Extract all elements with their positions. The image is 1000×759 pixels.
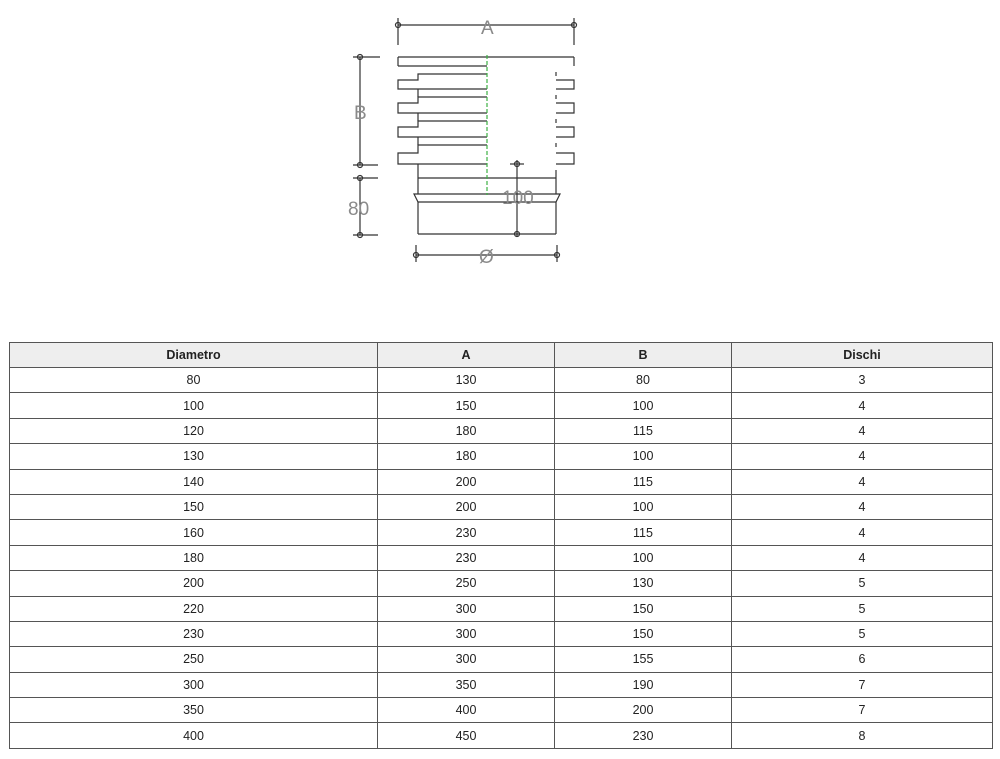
table-row: [10, 494, 993, 519]
cell-dischi: 8: [732, 723, 993, 748]
cell-b: 130: [555, 571, 732, 596]
cell-b: 150: [555, 596, 732, 621]
cell-b: 100: [555, 545, 732, 570]
cell-a: 300: [378, 596, 555, 621]
table-row: [10, 393, 993, 418]
cell-a: 150: [378, 393, 555, 418]
cell-dischi: 4: [732, 393, 993, 418]
cell-a: 230: [378, 545, 555, 570]
table-row: [10, 545, 993, 570]
cell-diametro: 400: [10, 723, 378, 748]
table-body: [10, 368, 993, 749]
cell-a: 300: [378, 621, 555, 646]
cell-a: 200: [378, 494, 555, 519]
cell-a: 200: [378, 469, 555, 494]
cell-b: 100: [555, 494, 732, 519]
label-80: 80: [348, 199, 370, 220]
cell-diametro: 200: [10, 571, 378, 596]
table-row: [10, 444, 993, 469]
cell-a: 450: [378, 723, 555, 748]
cell-a: 130: [378, 368, 555, 393]
cell-dischi: 4: [732, 545, 993, 570]
cell-diametro: 100: [10, 393, 378, 418]
cell-b: 200: [555, 698, 732, 723]
label-100: 100: [502, 188, 534, 209]
cell-a: 250: [378, 571, 555, 596]
cell-dischi: 4: [732, 469, 993, 494]
cell-b: 100: [555, 393, 732, 418]
table-header-row: [10, 343, 993, 368]
table-row: [10, 418, 993, 443]
cell-b: 150: [555, 621, 732, 646]
table-row: [10, 647, 993, 672]
table-row: [10, 368, 993, 393]
spec-table: [9, 342, 993, 749]
cell-dischi: 5: [732, 621, 993, 646]
cell-a: 300: [378, 647, 555, 672]
cell-dischi: 3: [732, 368, 993, 393]
cell-a: 180: [378, 444, 555, 469]
table-row: [10, 520, 993, 545]
cell-dischi: 4: [732, 520, 993, 545]
cell-diametro: 160: [10, 520, 378, 545]
cell-a: 400: [378, 698, 555, 723]
cell-a: 180: [378, 418, 555, 443]
cell-diametro: 120: [10, 418, 378, 443]
cell-b: 230: [555, 723, 732, 748]
cell-dischi: 4: [732, 494, 993, 519]
header-a: A: [378, 343, 555, 368]
table-row: [10, 621, 993, 646]
cell-dischi: 7: [732, 698, 993, 723]
cell-diametro: 80: [10, 368, 378, 393]
label-b: B: [354, 103, 367, 124]
cell-diametro: 250: [10, 647, 378, 672]
table-row: [10, 672, 993, 697]
cell-dischi: 5: [732, 571, 993, 596]
cell-b: 100: [555, 444, 732, 469]
cell-b: 115: [555, 418, 732, 443]
label-a: A: [481, 18, 494, 39]
cell-diametro: 150: [10, 494, 378, 519]
table-row: [10, 571, 993, 596]
cell-dischi: 4: [732, 418, 993, 443]
technical-drawing: [0, 0, 1000, 300]
label-diameter: Ø: [479, 247, 494, 268]
cell-diametro: 140: [10, 469, 378, 494]
cell-dischi: 7: [732, 672, 993, 697]
cell-b: 115: [555, 469, 732, 494]
cell-diametro: 130: [10, 444, 378, 469]
cell-a: 350: [378, 672, 555, 697]
table-row: [10, 698, 993, 723]
header-diametro: Diametro: [10, 343, 378, 368]
cell-diametro: 230: [10, 621, 378, 646]
cell-diametro: 350: [10, 698, 378, 723]
cell-b: 190: [555, 672, 732, 697]
header-b: B: [555, 343, 732, 368]
table-row: [10, 723, 993, 748]
cell-b: 115: [555, 520, 732, 545]
header-dischi: Dischi: [732, 343, 993, 368]
cell-dischi: 4: [732, 444, 993, 469]
cell-diametro: 300: [10, 672, 378, 697]
table-row: [10, 469, 993, 494]
cell-dischi: 6: [732, 647, 993, 672]
cell-diametro: 180: [10, 545, 378, 570]
cell-dischi: 5: [732, 596, 993, 621]
cell-b: 80: [555, 368, 732, 393]
table-row: [10, 596, 993, 621]
cell-a: 230: [378, 520, 555, 545]
cell-b: 155: [555, 647, 732, 672]
cell-diametro: 220: [10, 596, 378, 621]
